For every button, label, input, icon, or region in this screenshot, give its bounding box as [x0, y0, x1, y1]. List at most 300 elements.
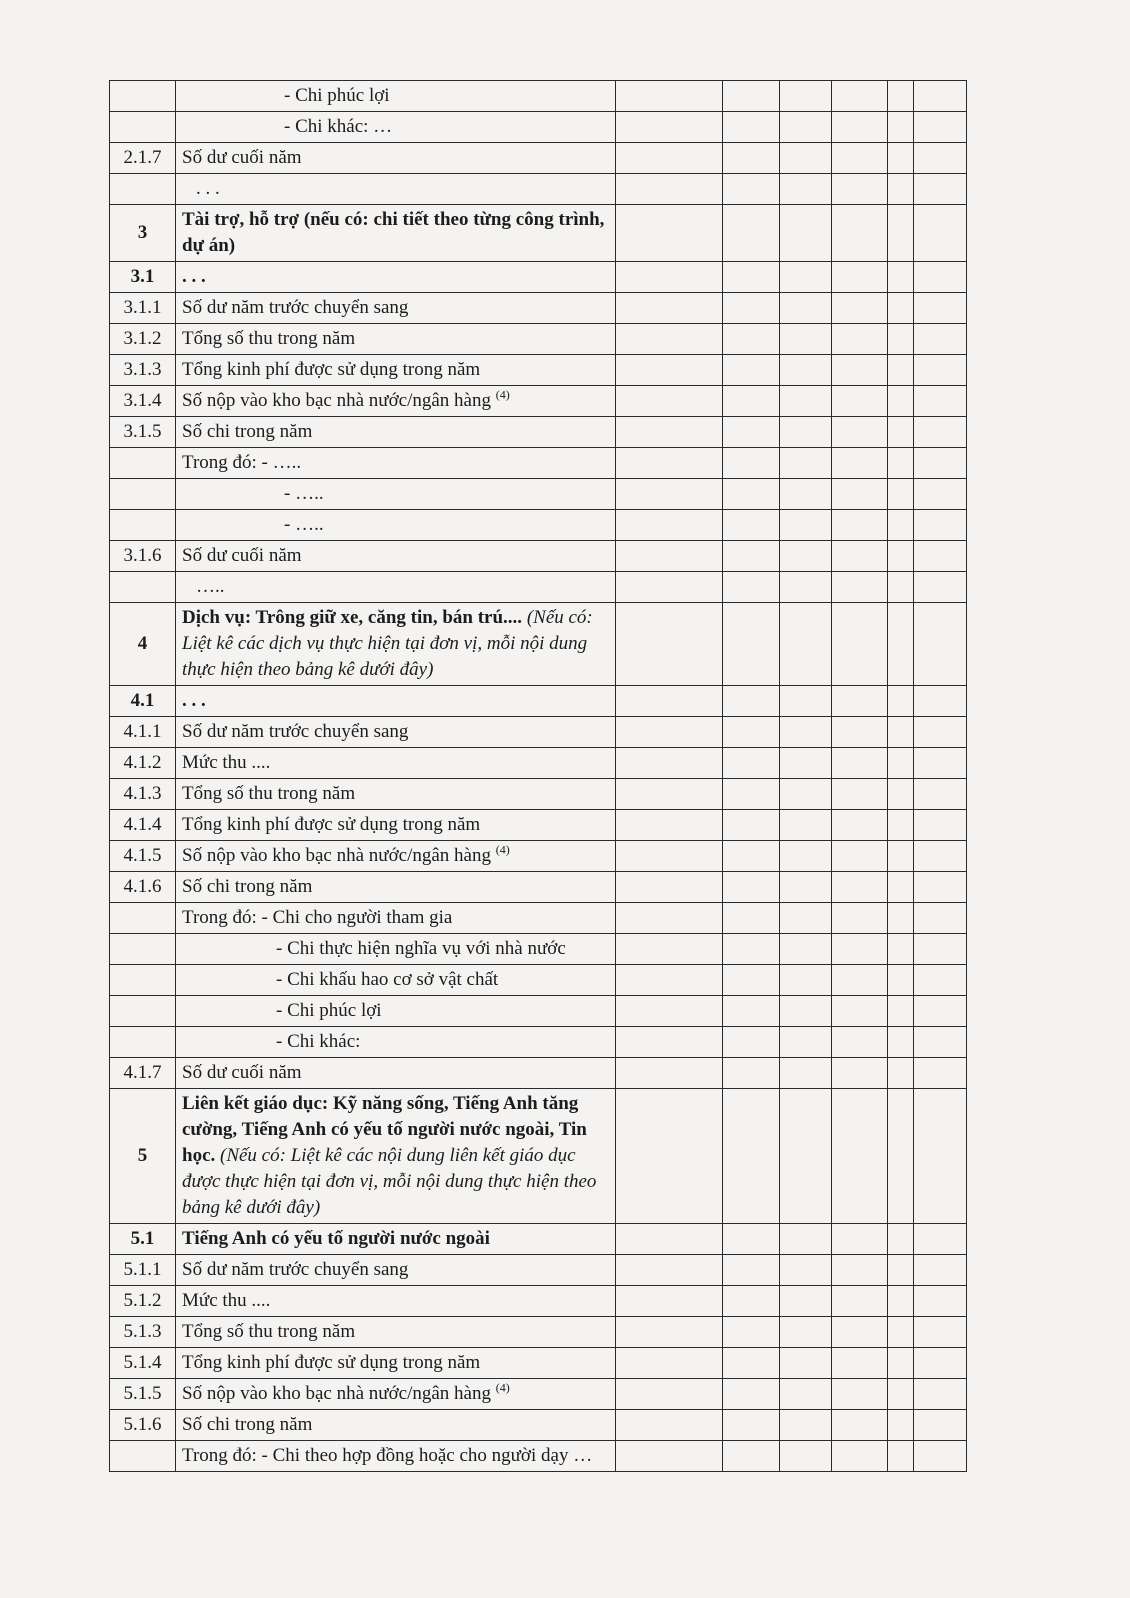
value-cell [616, 1089, 723, 1224]
value-cell [914, 386, 967, 417]
table-row [110, 810, 967, 841]
value-cell [832, 81, 888, 112]
row-number [110, 1441, 176, 1472]
value-cell [832, 1058, 888, 1089]
row-content [176, 965, 616, 996]
value-cell [723, 1410, 780, 1441]
value-cell [616, 541, 723, 572]
row-content [176, 112, 616, 143]
row-number [110, 903, 176, 934]
row-text: - Chi thực hiện nghĩa vụ với nhà nước [276, 938, 566, 959]
row-content [176, 841, 616, 872]
value-cell [723, 934, 780, 965]
row-text: Tiếng Anh có yếu tố người nước ngoài [182, 1228, 490, 1249]
row-number [110, 448, 176, 479]
value-cell [914, 1379, 967, 1410]
row-text: Số chi trong năm [182, 421, 313, 442]
value-cell [616, 572, 723, 603]
row-number: 4.1.6 [110, 872, 176, 903]
table-row [110, 603, 967, 686]
value-cell [888, 112, 914, 143]
value-cell [888, 1224, 914, 1255]
value-cell [832, 1255, 888, 1286]
value-cell [780, 717, 832, 748]
value-cell [888, 872, 914, 903]
value-cell [723, 1089, 780, 1224]
value-cell [914, 1255, 967, 1286]
value-cell [723, 872, 780, 903]
row-text: Trong đó: - Chi theo hợp đồng hoặc cho người dạy … [182, 1445, 593, 1466]
value-cell [723, 1058, 780, 1089]
value-cell [723, 81, 780, 112]
value-cell [832, 965, 888, 996]
value-cell [888, 174, 914, 205]
value-cell [888, 903, 914, 934]
table-row [110, 1089, 967, 1224]
value-cell [616, 1379, 723, 1410]
row-content [176, 572, 616, 603]
table-row [110, 355, 967, 386]
row-text: . . . [182, 266, 206, 287]
value-cell [832, 143, 888, 174]
value-cell [832, 510, 888, 541]
value-cell [616, 293, 723, 324]
row-content [176, 603, 616, 686]
value-cell [723, 686, 780, 717]
value-cell [780, 1027, 832, 1058]
row-text: . . . [196, 178, 220, 199]
value-cell [914, 717, 967, 748]
row-content [176, 903, 616, 934]
row-content [176, 934, 616, 965]
value-cell [780, 386, 832, 417]
value-cell [914, 1089, 967, 1224]
value-cell [723, 1286, 780, 1317]
table-row [110, 81, 967, 112]
value-cell [616, 1317, 723, 1348]
row-content [176, 386, 616, 417]
finance-table [109, 80, 967, 1472]
row-content [176, 174, 616, 205]
row-text: Mức thu .... [182, 1290, 271, 1311]
value-cell [888, 841, 914, 872]
value-cell [888, 1089, 914, 1224]
value-cell [888, 1286, 914, 1317]
value-cell [723, 355, 780, 386]
value-cell [914, 603, 967, 686]
row-number [110, 174, 176, 205]
row-text: Trong đó: - Chi cho người tham gia [182, 907, 453, 928]
row-number: 4.1.2 [110, 748, 176, 779]
value-cell [780, 174, 832, 205]
row-content [176, 417, 616, 448]
row-text: Số dư năm trước chuyển sang [182, 297, 409, 318]
table-row [110, 448, 967, 479]
row-text: Tổng kinh phí được sử dụng trong năm [182, 359, 481, 380]
value-cell [780, 810, 832, 841]
table-row [110, 996, 967, 1027]
value-cell [914, 996, 967, 1027]
row-number [110, 510, 176, 541]
row-content [176, 479, 616, 510]
value-cell [723, 324, 780, 355]
row-number: 5.1.2 [110, 1286, 176, 1317]
value-cell [616, 479, 723, 510]
value-cell [914, 872, 967, 903]
value-cell [723, 1255, 780, 1286]
table-row [110, 934, 967, 965]
value-cell [832, 1317, 888, 1348]
row-number: 4.1 [110, 686, 176, 717]
value-cell [888, 996, 914, 1027]
value-cell [832, 324, 888, 355]
value-cell [616, 965, 723, 996]
row-content [176, 324, 616, 355]
table-row [110, 510, 967, 541]
value-cell [780, 417, 832, 448]
value-cell [914, 262, 967, 293]
value-cell [723, 717, 780, 748]
value-cell [780, 112, 832, 143]
value-cell [888, 1058, 914, 1089]
row-text: - Chi khác: [276, 1031, 361, 1052]
table-row [110, 1224, 967, 1255]
value-cell [914, 903, 967, 934]
row-text: Dịch vụ: Trông giữ xe, căng tin, bán trú.... [182, 607, 523, 628]
value-cell [616, 1027, 723, 1058]
row-content [176, 262, 616, 293]
value-cell [616, 262, 723, 293]
value-cell [832, 1286, 888, 1317]
value-cell [888, 686, 914, 717]
row-number [110, 112, 176, 143]
value-cell [616, 324, 723, 355]
row-text: Số dư cuối năm [182, 147, 302, 168]
value-cell [914, 112, 967, 143]
value-cell [616, 1058, 723, 1089]
value-cell [888, 143, 914, 174]
table-row [110, 143, 967, 174]
value-cell [888, 293, 914, 324]
value-cell [780, 448, 832, 479]
value-cell [832, 1224, 888, 1255]
table-row [110, 779, 967, 810]
value-cell [616, 903, 723, 934]
row-content [176, 872, 616, 903]
value-cell [914, 143, 967, 174]
row-content [176, 448, 616, 479]
value-cell [888, 717, 914, 748]
value-cell [616, 934, 723, 965]
row-content [176, 205, 616, 262]
value-cell [780, 1410, 832, 1441]
value-cell [832, 934, 888, 965]
value-cell [616, 448, 723, 479]
table-row [110, 717, 967, 748]
value-cell [888, 417, 914, 448]
value-cell [914, 779, 967, 810]
row-content [176, 1058, 616, 1089]
row-text: Số dư năm trước chuyển sang [182, 1259, 409, 1280]
value-cell [780, 205, 832, 262]
row-content [176, 779, 616, 810]
value-cell [832, 841, 888, 872]
value-cell [914, 205, 967, 262]
row-text: Tổng kinh phí được sử dụng trong năm [182, 1352, 481, 1373]
row-text: Tổng số thu trong năm [182, 1321, 356, 1342]
table-row [110, 205, 967, 262]
value-cell [780, 1379, 832, 1410]
row-number: 5 [110, 1089, 176, 1224]
value-cell [832, 112, 888, 143]
value-cell [780, 1348, 832, 1379]
value-cell [832, 479, 888, 510]
value-cell [888, 541, 914, 572]
value-cell [723, 205, 780, 262]
value-cell [780, 1286, 832, 1317]
value-cell [832, 205, 888, 262]
row-text: Tài trợ, hỗ trợ (nếu có: chi tiết theo từng công trình, dự án) [182, 209, 605, 256]
table-row [110, 479, 967, 510]
value-cell [723, 748, 780, 779]
value-cell [723, 417, 780, 448]
value-cell [832, 448, 888, 479]
row-number: 5.1.4 [110, 1348, 176, 1379]
row-content [176, 143, 616, 174]
row-text: . . . [182, 690, 206, 711]
value-cell [780, 996, 832, 1027]
value-cell [723, 810, 780, 841]
value-cell [780, 1255, 832, 1286]
value-cell [832, 996, 888, 1027]
row-number [110, 934, 176, 965]
value-cell [780, 1317, 832, 1348]
value-cell [616, 841, 723, 872]
row-text: - ….. [284, 514, 324, 535]
value-cell [914, 541, 967, 572]
value-cell [616, 996, 723, 1027]
row-text: Số dư cuối năm [182, 1062, 302, 1083]
value-cell [723, 1348, 780, 1379]
row-text: Số dư cuối năm [182, 545, 302, 566]
value-cell [832, 717, 888, 748]
value-cell [780, 510, 832, 541]
value-cell [723, 448, 780, 479]
table-row [110, 965, 967, 996]
value-cell [780, 1058, 832, 1089]
value-cell [616, 112, 723, 143]
value-cell [832, 1441, 888, 1472]
row-content [176, 355, 616, 386]
row-content [176, 1317, 616, 1348]
value-cell [616, 1255, 723, 1286]
row-content [176, 510, 616, 541]
value-cell [888, 324, 914, 355]
value-cell [888, 81, 914, 112]
value-cell [616, 205, 723, 262]
value-cell [780, 479, 832, 510]
row-number: 4.1.5 [110, 841, 176, 872]
value-cell [616, 1286, 723, 1317]
value-cell [723, 996, 780, 1027]
value-cell [832, 1348, 888, 1379]
row-content [176, 541, 616, 572]
value-cell [780, 1441, 832, 1472]
value-cell [832, 810, 888, 841]
value-cell [780, 1089, 832, 1224]
value-cell [723, 572, 780, 603]
value-cell [723, 174, 780, 205]
value-cell [832, 1027, 888, 1058]
row-number: 3.1.3 [110, 355, 176, 386]
value-cell [832, 262, 888, 293]
value-cell [723, 479, 780, 510]
value-cell [616, 510, 723, 541]
value-cell [723, 293, 780, 324]
row-text: Số dư năm trước chuyển sang [182, 721, 409, 742]
table-row [110, 417, 967, 448]
value-cell [888, 1317, 914, 1348]
row-text: - Chi khấu hao cơ sở vật chất [276, 969, 499, 990]
row-content [176, 996, 616, 1027]
value-cell [723, 386, 780, 417]
value-cell [616, 143, 723, 174]
row-number [110, 1027, 176, 1058]
row-content [176, 1286, 616, 1317]
value-cell [780, 1224, 832, 1255]
row-text: Liên kết giáo dục: Kỹ năng sống, Tiếng Anh tăng cường, Tiếng Anh có yếu tố người nước ngoài, Tin học. [182, 1093, 587, 1166]
value-cell [616, 355, 723, 386]
row-number: 4.1.1 [110, 717, 176, 748]
row-content [176, 1089, 616, 1224]
value-cell [723, 1027, 780, 1058]
row-text: - Chi khác: … [284, 116, 393, 137]
row-number: 3.1.5 [110, 417, 176, 448]
value-cell [723, 903, 780, 934]
value-cell [832, 748, 888, 779]
row-content [176, 1027, 616, 1058]
value-cell [914, 810, 967, 841]
row-number: 3.1.6 [110, 541, 176, 572]
value-cell [914, 1410, 967, 1441]
value-cell [888, 603, 914, 686]
value-cell [832, 872, 888, 903]
row-number: 5.1.1 [110, 1255, 176, 1286]
value-cell [914, 510, 967, 541]
value-cell [832, 603, 888, 686]
value-cell [888, 572, 914, 603]
row-number: 4 [110, 603, 176, 686]
value-cell [723, 143, 780, 174]
row-number [110, 996, 176, 1027]
table-row [110, 1255, 967, 1286]
row-number: 5.1.6 [110, 1410, 176, 1441]
value-cell [616, 810, 723, 841]
value-cell [723, 841, 780, 872]
value-cell [888, 355, 914, 386]
value-cell [832, 779, 888, 810]
row-content [176, 1410, 616, 1441]
value-cell [888, 1410, 914, 1441]
value-cell [888, 779, 914, 810]
row-number [110, 479, 176, 510]
row-note: (Nếu có: Liệt kê các nội dung liên kết giáo dục được thực hiện tại đơn vị, mỗi nội dung thực hiện theo bảng kê dưới đây) [182, 1145, 597, 1218]
row-content [176, 810, 616, 841]
value-cell [723, 965, 780, 996]
value-cell [780, 872, 832, 903]
table-row [110, 1317, 967, 1348]
row-text: Số chi trong năm [182, 876, 313, 897]
value-cell [723, 541, 780, 572]
row-text: Tổng số thu trong năm [182, 328, 356, 349]
value-cell [616, 686, 723, 717]
value-cell [832, 686, 888, 717]
value-cell [616, 872, 723, 903]
value-cell [914, 748, 967, 779]
value-cell [832, 1379, 888, 1410]
row-number [110, 572, 176, 603]
value-cell [914, 1286, 967, 1317]
value-cell [914, 448, 967, 479]
value-cell [832, 903, 888, 934]
value-cell [723, 510, 780, 541]
value-cell [888, 1027, 914, 1058]
value-cell [780, 324, 832, 355]
value-cell [616, 1410, 723, 1441]
value-cell [780, 748, 832, 779]
table-row [110, 872, 967, 903]
row-text: - Chi phúc lợi [284, 85, 390, 106]
row-content [176, 293, 616, 324]
value-cell [914, 1348, 967, 1379]
value-cell [832, 293, 888, 324]
row-number: 3.1.2 [110, 324, 176, 355]
value-cell [723, 1317, 780, 1348]
table-row [110, 174, 967, 205]
value-cell [914, 324, 967, 355]
table-row [110, 293, 967, 324]
value-cell [914, 1058, 967, 1089]
value-cell [832, 1089, 888, 1224]
value-cell [832, 386, 888, 417]
row-text: Số nộp vào kho bạc nhà nước/ngân hàng [182, 1383, 491, 1404]
row-content [176, 1255, 616, 1286]
value-cell [914, 479, 967, 510]
row-content [176, 1379, 616, 1410]
value-cell [914, 1224, 967, 1255]
row-text: Số chi trong năm [182, 1414, 313, 1435]
value-cell [780, 143, 832, 174]
value-cell [723, 1379, 780, 1410]
table-row [110, 386, 967, 417]
footnote-mark: (4) [495, 842, 510, 857]
value-cell [914, 572, 967, 603]
row-text: Tổng kinh phí được sử dụng trong năm [182, 814, 481, 835]
value-cell [888, 1348, 914, 1379]
row-text: Số nộp vào kho bạc nhà nước/ngân hàng [182, 390, 491, 411]
table-row [110, 1058, 967, 1089]
table-row [110, 686, 967, 717]
value-cell [616, 1348, 723, 1379]
value-cell [723, 262, 780, 293]
value-cell [616, 603, 723, 686]
row-text: Trong đó: - ….. [182, 452, 302, 473]
row-text: - Chi phúc lợi [276, 1000, 382, 1021]
table-row [110, 324, 967, 355]
value-cell [888, 510, 914, 541]
footnote-mark: (4) [495, 1380, 510, 1395]
table-row [110, 572, 967, 603]
